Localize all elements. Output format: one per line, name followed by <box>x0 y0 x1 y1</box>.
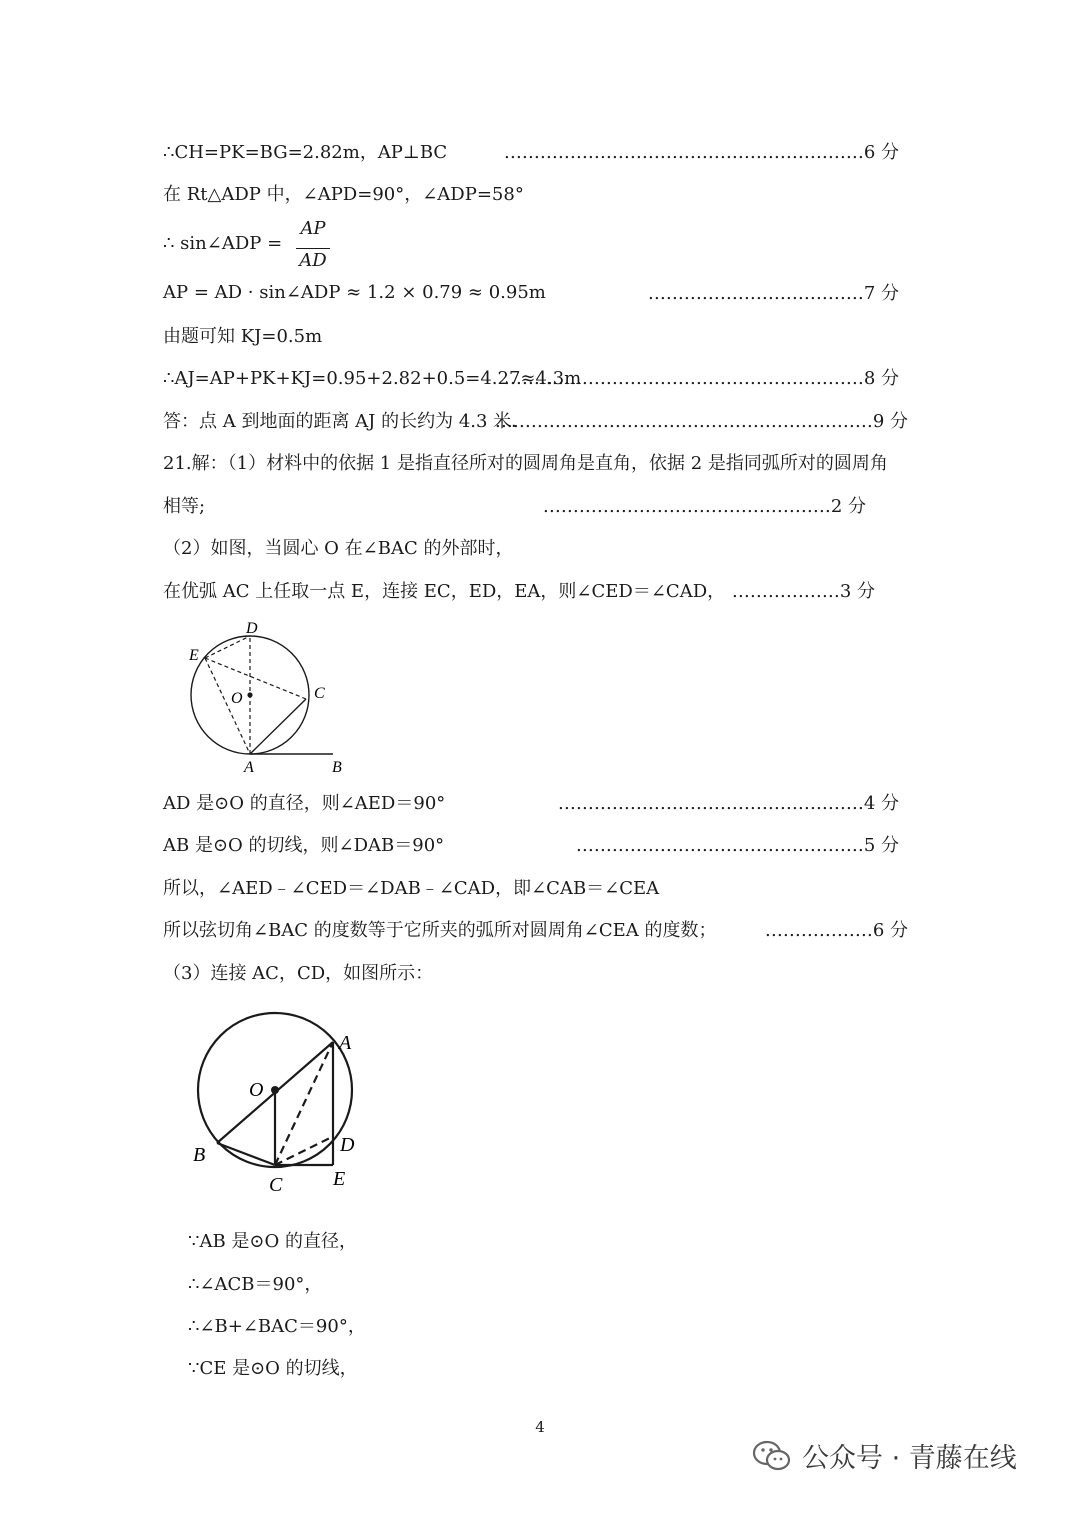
score-7: ………………………………7 分 <box>647 283 899 304</box>
line-8: 21.解：（1）材料中的依据 1 是指直径所对的圆周角是直角，依据 2 是指同弧所对的圆周角 <box>163 453 888 474</box>
center-dot <box>247 692 252 697</box>
line-11: 在优弧 AC 上任取一点 E，连接 EC，ED，EA，则∠CED＝∠CAD， <box>163 581 726 602</box>
wechat-icon <box>752 1439 792 1473</box>
line-4: AP = AD · sin∠ADP ≈ 1.2 × 0.79 ≈ 0.95m <box>163 282 546 303</box>
segment-ec <box>205 658 306 699</box>
line-1: ∴CH=PK=BG=2.82m，AP⊥BC <box>163 142 448 163</box>
line-14: 所以，∠AED﹣∠CED＝∠DAB﹣∠CAD，即∠CAB＝∠CEA <box>163 878 660 899</box>
fraction-bar <box>296 248 330 249</box>
segment-ed <box>205 636 250 658</box>
center-dot-2 <box>271 1086 279 1094</box>
line-13: AB 是⊙O 的切线，则∠DAB＝90° <box>163 835 445 856</box>
label-c: C <box>314 685 325 702</box>
figure-2 <box>185 1005 375 1205</box>
line-5: 由题可知 KJ=0.5m <box>163 326 323 347</box>
score-8: ……………………………………………………8 分 <box>503 368 899 389</box>
label-e: E <box>189 647 199 664</box>
page-number: 4 <box>535 1418 545 1436</box>
score-9: ………………………………………………………9 分 <box>494 411 908 432</box>
score-2: …………………………………………2 分 <box>542 496 866 517</box>
line-6: ∴AJ=AP+PK+KJ=0.95+2.82+0.5=4.27≈4.3m <box>163 368 582 389</box>
line-15: 所以弦切角∠BAC 的度数等于它所夹的弧所对圆周角∠CEA 的度数； <box>163 920 717 941</box>
sine-prefix: ∴ sin∠ADP = <box>163 233 283 254</box>
label-b: B <box>332 759 342 776</box>
score-5: …………………………………………5 分 <box>575 835 899 856</box>
label-e-2: E <box>333 1168 346 1190</box>
label-d-2: D <box>340 1134 355 1156</box>
line-12: AD 是⊙O 的直径，则∠AED＝90° <box>163 793 446 814</box>
watermark <box>752 1436 1017 1475</box>
label-c-2: C <box>269 1174 283 1196</box>
watermark-text: 公众号 · 青藤在线 <box>802 1443 1017 1474</box>
label-d: D <box>246 620 258 637</box>
score-3: ………………3 分 <box>731 581 875 602</box>
label-b-2: B <box>193 1144 206 1166</box>
score-4: ……………………………………………4 分 <box>557 793 899 814</box>
line-10: （2）如图，当圆心 O 在∠BAC 的外部时， <box>163 538 514 559</box>
line-9: 相等; <box>163 496 206 517</box>
label-a-2: A <box>339 1032 352 1054</box>
score-6b: ………………6 分 <box>764 920 908 941</box>
label-o-2: O <box>249 1079 264 1101</box>
line-20: ∵CE 是⊙O 的切线， <box>188 1358 358 1379</box>
line-2: 在 Rt△ADP 中，∠APD=90°，∠ADP=58° <box>163 184 524 205</box>
score-6: ……………………………………………………6 分 <box>503 142 899 163</box>
fraction-denominator: AD <box>299 250 327 271</box>
segment-ac-dashed <box>275 1042 333 1165</box>
line-18: ∴∠ACB＝90°， <box>188 1274 323 1295</box>
label-o: O <box>231 690 243 707</box>
figure-1 <box>180 615 360 777</box>
fraction-numerator: AP <box>300 218 326 239</box>
line-17: ∵AB 是⊙O 的直径， <box>188 1231 357 1252</box>
line-7: 答：点 A 到地面的距离 AJ 的长约为 4.3 米． <box>163 411 530 432</box>
chord-ac <box>250 699 306 754</box>
line-16: （3）连接 AC，CD，如图所示： <box>163 963 434 984</box>
label-a: A <box>244 759 254 776</box>
line-19: ∴∠B+∠BAC＝90°， <box>188 1316 366 1337</box>
